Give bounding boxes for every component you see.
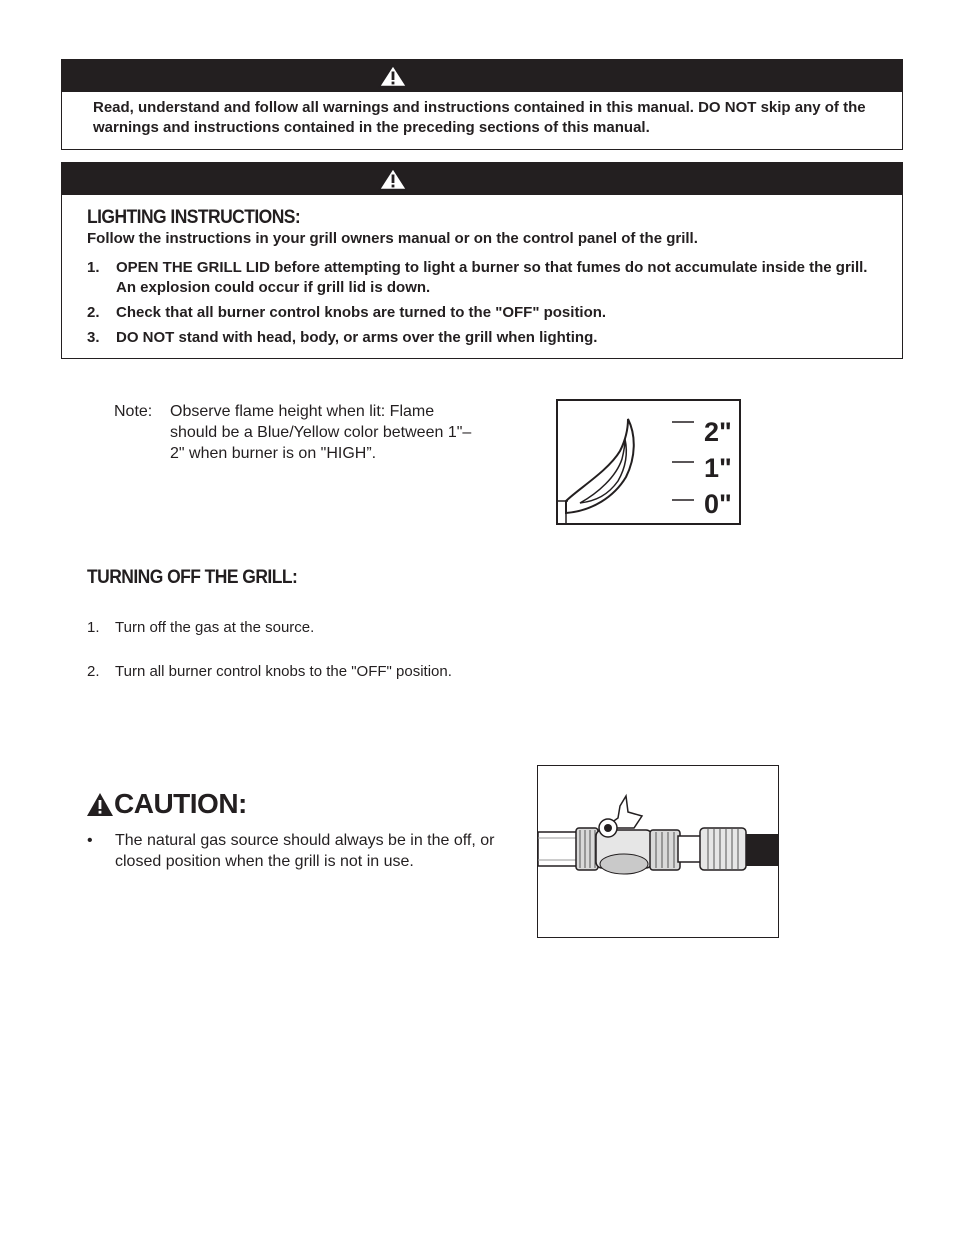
list-text: Turn all burner control knobs to the "OFF" position. — [115, 663, 452, 680]
warning-text: Read, understand and follow all warnings and instructions contained in this manual. DO NOT skip any of the warnings and instructions contained in the preceding sections of this manual. — [93, 99, 866, 136]
bullet: • — [87, 832, 93, 849]
list-number: 2. — [87, 304, 100, 321]
list-number: 1. — [87, 259, 100, 276]
warning-header-bar — [62, 163, 902, 195]
warning-triangle-icon — [378, 167, 408, 191]
flame-height-diagram — [556, 399, 741, 525]
list-text: OPEN THE GRILL LID before attempting to light a burner so that fumes do not accumulate inside the grill. An explosion could occur if grill lid is down. — [116, 259, 868, 296]
list-text: Turn off the gas at the source. — [115, 619, 315, 636]
gas-valve-icon — [538, 766, 779, 938]
warning-triangle-icon — [378, 64, 408, 88]
list-text: DO NOT stand with head, body, or arms over the grill when lighting. — [116, 329, 598, 346]
warning-triangle-icon — [86, 792, 114, 817]
list-number: 3. — [87, 329, 100, 346]
caution-title: CAUTION: — [114, 788, 247, 819]
lighting-subtitle: Follow the instructions in your grill owners manual or on the control panel of the grill. — [87, 230, 698, 247]
flame-mark-label: 2" — [704, 417, 732, 447]
lighting-title: LIGHTING INSTRUCTIONS: — [87, 207, 301, 228]
list-number: 1. — [87, 619, 100, 636]
gas-valve-illustration — [537, 765, 779, 938]
turning-off-title: TURNING OFF THE GRILL: — [87, 567, 298, 588]
warning-header-bar — [62, 60, 902, 92]
note-label: Note: — [114, 403, 153, 420]
warning-box-lighting — [61, 162, 903, 359]
warning-box-general — [61, 59, 903, 150]
caution-text: The natural gas source should always be in the off, or closed position when the grill is not in use. — [115, 832, 495, 870]
note-text: Observe flame height when lit: Flame should be a Blue/Yellow color between 1"–2" when burner is on "HIGH”. — [170, 403, 472, 462]
list-number: 2. — [87, 663, 100, 680]
flame-mark-label: 1" — [704, 453, 732, 483]
flame-mark-label: 0" — [704, 489, 732, 519]
list-text: Check that all burner control knobs are turned to the "OFF" position. — [116, 304, 607, 321]
